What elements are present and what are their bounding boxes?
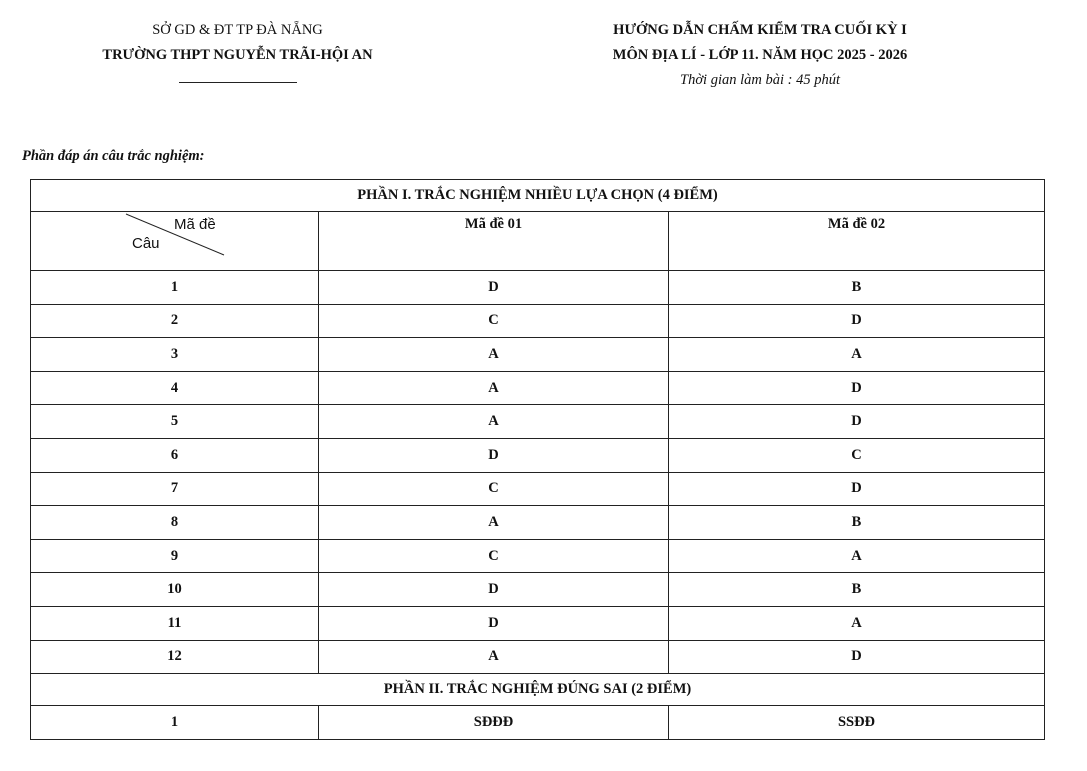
subject-title: MÔN ĐỊA LÍ - LỚP 11. NĂM HỌC 2025 - 2026 xyxy=(612,47,908,63)
diag-top-label: Mã đề xyxy=(174,216,216,233)
table-row xyxy=(31,304,1045,338)
answer-code-02-cell: C xyxy=(669,438,1045,472)
table-row xyxy=(31,271,1045,305)
header-right xyxy=(560,18,960,93)
column-header-01: Mã đề 01 xyxy=(319,212,669,271)
answer-code-02-cell: SSĐĐ xyxy=(669,706,1045,740)
answer-code-01-cell: A xyxy=(319,338,669,372)
question-number-cell: 1 xyxy=(31,706,319,740)
question-number-cell: 10 xyxy=(31,573,319,607)
part1-title-row xyxy=(31,180,1045,212)
answer-code-02-cell: D xyxy=(669,371,1045,405)
answer-code-01-cell: D xyxy=(319,573,669,607)
table-row xyxy=(31,371,1045,405)
answer-table xyxy=(30,179,1045,740)
answer-code-01-cell: SĐĐĐ xyxy=(319,706,669,740)
department-name: SỞ GD & ĐT TP ĐÀ NẴNG xyxy=(152,22,323,38)
answer-code-01-cell: C xyxy=(319,304,669,338)
question-number-cell: 8 xyxy=(31,506,319,540)
question-number-cell: 4 xyxy=(31,371,319,405)
section-label: Phần đáp án câu trắc nghiệm: xyxy=(22,148,205,164)
answer-code-01-cell: D xyxy=(319,271,669,305)
column-header-02: Mã đề 02 xyxy=(669,212,1045,271)
part2-title-row xyxy=(31,674,1045,706)
table-row xyxy=(31,438,1045,472)
answer-code-01-cell: C xyxy=(319,472,669,506)
question-number-cell: 12 xyxy=(31,640,319,674)
answer-code-02-cell: D xyxy=(669,472,1045,506)
answer-code-02-cell: D xyxy=(669,405,1045,439)
table-row xyxy=(31,338,1045,372)
header-divider xyxy=(179,82,297,83)
table-row xyxy=(31,472,1045,506)
table-row xyxy=(31,606,1045,640)
answer-code-01-cell: D xyxy=(319,606,669,640)
time-allowed: Thời gian làm bài : 45 phút xyxy=(680,72,840,88)
answer-code-02-cell: A xyxy=(669,338,1045,372)
answer-code-02-cell: A xyxy=(669,606,1045,640)
answer-code-01-cell: A xyxy=(319,506,669,540)
table-row xyxy=(31,506,1045,540)
table-row xyxy=(31,573,1045,607)
answer-code-01-cell: A xyxy=(319,371,669,405)
table-row xyxy=(31,539,1045,573)
question-number-cell: 7 xyxy=(31,472,319,506)
answer-code-02-cell: D xyxy=(669,304,1045,338)
diag-bottom-label: Câu xyxy=(132,235,160,252)
header-left xyxy=(50,18,425,83)
table-row xyxy=(31,405,1045,439)
question-number-cell: 1 xyxy=(31,271,319,305)
answer-code-01-cell: A xyxy=(319,640,669,674)
header-row xyxy=(31,212,1045,271)
question-number-cell: 11 xyxy=(31,606,319,640)
answer-code-02-cell: A xyxy=(669,539,1045,573)
diagonal-header-cell xyxy=(31,212,319,271)
answer-code-02-cell: D xyxy=(669,640,1045,674)
question-number-cell: 5 xyxy=(31,405,319,439)
answer-code-01-cell: D xyxy=(319,438,669,472)
question-number-cell: 3 xyxy=(31,338,319,372)
question-number-cell: 6 xyxy=(31,438,319,472)
part2-title: PHẦN II. TRẮC NGHIỆM ĐÚNG SAI (2 ĐIỂM) xyxy=(31,674,1045,706)
question-number-cell: 2 xyxy=(31,304,319,338)
answer-code-02-cell: B xyxy=(669,506,1045,540)
table-row xyxy=(31,706,1045,740)
school-name: TRƯỜNG THPT NGUYỄN TRÃI-HỘI AN xyxy=(102,47,373,63)
answer-code-02-cell: B xyxy=(669,573,1045,607)
table-row xyxy=(31,640,1045,674)
document-title: HƯỚNG DẪN CHẤM KIỂM TRA CUỐI KỲ I xyxy=(613,22,907,38)
answer-code-01-cell: A xyxy=(319,405,669,439)
part1-title: PHẦN I. TRẮC NGHIỆM NHIỀU LỰA CHỌN (4 ĐIỂM) xyxy=(31,180,1045,212)
question-number-cell: 9 xyxy=(31,539,319,573)
answer-code-02-cell: B xyxy=(669,271,1045,305)
answer-code-01-cell: C xyxy=(319,539,669,573)
